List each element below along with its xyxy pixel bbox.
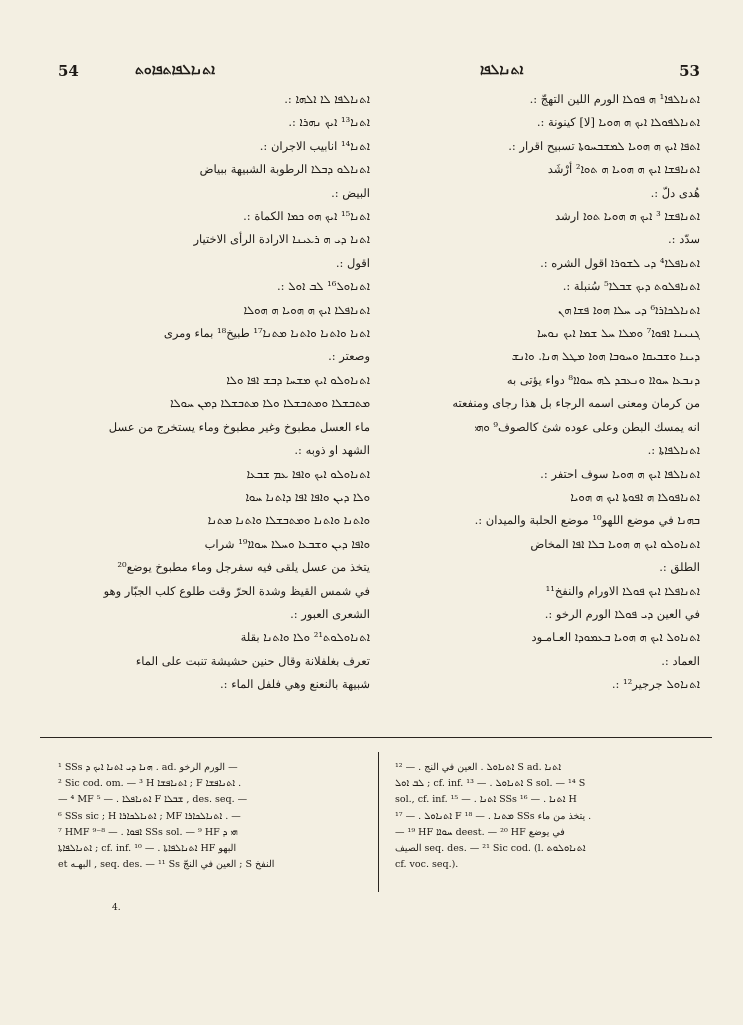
- footnote-line: — ¹⁹ HF ܚܘܐܐ deest. — ²⁰ HF في يوضع: [395, 826, 565, 838]
- text-line: ܐܬܢܐܠܦܐ¹ ܗ ܦܘܠܐ الورم اللين التهجّ :.: [529, 92, 700, 106]
- text-line: ܐܬܢܐܘܠ¹⁶ ܠܒ ܐܘܠ :.: [277, 279, 370, 294]
- text-line: ܐܬܢܐܠܦܘܠܐ ܐܝܟ ܗ ܗܘܝܐ [لا] كينونة :.: [536, 115, 700, 130]
- text-line: انه يمسك البطن وعلى عوده شئ كالصوف⁹ ܘܗܝ: [474, 419, 700, 434]
- text-line: اقول :.: [335, 255, 370, 270]
- footnote-line: ² Sic cod. om. — ³ H ܐܬܢܐܦܫܐ ; F ܐܬܢܐܦܫܐ .: [58, 778, 242, 790]
- text-line: ܘܐܬܢܐ ܘܐܬܢܐ ܘܡܬܒܫܠܐ ܘܐܬܢܐ ܡܬܢܐ: [207, 513, 370, 528]
- footnote-line: sol., cf. inf. ܐܬܢܐ . — ¹⁵ SSs ܐܬܢܐ . — ¹⁶ H: [395, 794, 577, 806]
- text-line: العماد :.: [661, 653, 700, 668]
- text-line: الطلق :.: [659, 560, 700, 575]
- text-line: ماء العسل مطبوخ وغير مطبوخ وماء يستخرج من عسل: [108, 419, 370, 434]
- footnote-line: الصيف seq. des. — ²¹ Sic cod. (l. ܐܬܢܐܘܠܘܬ: [395, 843, 586, 855]
- footnote-line: cf. voc. seq.).: [395, 859, 459, 871]
- footnote-line: ܠܒ ܐܘܠ ; cf. inf. ܐܬܢܐܘܠ . — ¹³ S sol. — ¹⁴ S: [395, 778, 586, 790]
- text-line: ܐܬܢܐܘܠ ܐܝܟ ܗ ܗܘܝܐ ܒܥܡܘܕܐ العـامـود: [531, 630, 700, 645]
- text-line: ܕܢܒܥܐ ܚܘܐܐ ܘܢܥܒܕ ܠܗ ܚܘܐܐ⁸ دواء يؤتى به: [506, 372, 700, 387]
- text-line: هُدى دلّ :.: [650, 185, 700, 200]
- left-running-head: ܐܬܢܐܠܦܐܬܦܐܘܬ: [135, 62, 216, 78]
- text-line: الشهد او ذوبه :.: [294, 443, 370, 458]
- left-page-number: 54: [58, 62, 79, 80]
- text-line: ܐܬܢܐܘܠܘܬ²¹ ܘܠܐ ܘܐܬܢܐ بقلة: [240, 630, 370, 645]
- footnote-column-divider: [378, 752, 379, 892]
- text-line: في شمس القيظ وشدة الحرّ وقت طلوع كلب الجبّار وهو: [103, 583, 370, 598]
- text-line: من كرمان ومعنى اسمه الرجاء بل هذا رجاى ومنفعته: [452, 396, 700, 411]
- text-line: وصعتر :.: [328, 349, 370, 364]
- text-line: البيض :.: [331, 185, 370, 200]
- text-line: ܐܬܢܐ ܕܝ ܗ ܪܥܝܢܐ الارادة الرأى الاختيار: [193, 232, 370, 247]
- footnote-divider: [40, 737, 712, 738]
- text-line: يتخذ من عسل يلقى فيه سفرجل وماء مطبوخ يوضع²⁰: [117, 560, 370, 575]
- text-line: ܐܬܢܐܠܦܐܬܐ :.: [647, 443, 700, 458]
- text-line: ܓܢܝܢܐ ܐܦܘܐ⁷ ܘܡܠܐ ܚܠ ܫܡܐ ܐܝܟ ܢܘܚܐ: [537, 326, 700, 341]
- text-line: تعرف بغلفلانة وقال حنين حشيشة تنبت على الماء: [135, 653, 370, 668]
- text-line: ܐܬܢܐܠܘ ܕܒܠܐ الرطوبة الشبيهة ببياض: [199, 162, 370, 177]
- text-line: ܒܗܢܐ في موضع اللهو¹⁰ موضع الحلبة والميدان :.: [474, 513, 700, 528]
- footnote-line: ܐܬܢܐܠܦܐܬܐ ; cf. inf. ܐܬܢܐܠܦܐܬܐ . — ¹⁰ HF البهو: [58, 843, 237, 855]
- footnote-line: ¹ SSs ܗܢܐ ܕܝ ܐܬܢܐ ܐܝܟ ܕ . ad. الورم الرخو —: [58, 762, 238, 773]
- text-line: ܐܬܢܐ¹³ ܐܝܟ ܢܗܪܐ :.: [288, 115, 370, 130]
- footnote-line: ⁶ SSs sic ; H ܐܬܢܐܠܟܐܪܐ ; MF ܐܬܢܐܠܟܐܪܐ . —: [58, 810, 241, 822]
- text-line: ܐܬܢܐܦܠܐ ܐܝܟ ܗ ܗܘܝܐ ܗ ܗܘܠܐ: [243, 302, 370, 317]
- footnote-line: ܐܬܢܐܘܠ . العين في النج . — ¹² S ad. ܐܬܢܐ: [395, 762, 562, 773]
- footnote-line: et البهـه , seq. des. — ¹¹ Ss العين في النجّ ; S النفخ: [58, 859, 275, 871]
- text-line: الشعرى العبور :.: [290, 606, 370, 621]
- left-footnotes: [58, 760, 370, 873]
- text-line: ܐܬܢܐܠܟܐܪܐ⁶ ܕܝ ܚܠܐ ܗܘܐ ܦܫܐ ܗܢ: [558, 302, 700, 317]
- right-page-number: 53: [679, 62, 700, 80]
- text-line: ܐܬܢܐܦܠܘܬ ܕܝܟ ܫܒܠܐ⁵ سُنبلة :.: [562, 279, 700, 294]
- text-line: ܐܬܢܐܘܠܘ ܐܝܟ ܡܫܚܐ ܕܒܫ ܐܦܐ ܘܠܐ: [226, 372, 370, 387]
- text-line: ܐܬܢܐܘܠܘ ܐܝܟ ܗ ܗܘܝܐ ܒܠܐ ܐܦܐ المخاض: [530, 536, 700, 551]
- footnote-line: ܐܬܢܐܘܠ . — ¹⁷ F ܡܬܢܐ . — ¹⁸ SSs يتخذ من ماء .: [395, 810, 592, 822]
- text-line: ܡܬܒܫܠܐ ܘܡܬܒܫܠܐ ܘܠܐ ܡܬܒܫܠܐ ܕܡܢ ܚܘܠܐ: [170, 396, 370, 411]
- right-running-head: ܐܬܢܐܠܦܐ: [480, 62, 524, 78]
- text-line: ܐܬܢܐܦܠܐ ܐܝܟ ܦܘܠܐ الاورام والنفخ¹¹: [545, 583, 700, 598]
- text-line: ܐܬܢܐܠܦܐ ܠܐ ܐܠܗܐ :.: [284, 92, 370, 106]
- text-line: ܘܐܦܐ ܕܝܢ ܘܫܒܥܐ ܘܚܠܐ ܚܘܐܐ¹⁹ شراب: [204, 536, 370, 551]
- right-footnotes: [395, 760, 700, 873]
- text-line: ܐܬܦܐ ܐܝܟ ܗ ܗܘܝܐ ܠܡܫܒܚܘܬܐ تسبيح اقرار :.: [508, 138, 700, 153]
- footnote-line: — ⁴ MF ܐܬܢܐܦܠܐ . — ⁵ F ܫܒܠܐ , des. seq. —: [58, 794, 248, 806]
- text-line: ܐܬܢܐ¹⁴ انابيب الاجران :.: [259, 138, 370, 153]
- signature-mark: 4.: [112, 903, 121, 913]
- text-line: ܐܬܢܐܦܫܐ ܐܝܟ ܗ ܗܘܝܐ ܗ ܬܘܐ² أرْشَد: [547, 162, 700, 177]
- text-line: شبيهة بالنعنع وهي فلفل الماء :.: [220, 677, 370, 692]
- footnote-line: ⁷ HMF ܐܦܘܐ . — ⁸⁻⁹ SSs sol. — ⁹ HF ܗܝ ܕ: [58, 826, 238, 838]
- text-line: ܐܬܢܐܦܠܐ⁴ ܕܝ ܠܫܘܪܐ اقول الشره :.: [540, 255, 700, 270]
- page-header: [40, 62, 700, 86]
- text-line: ܐܬܢܐܦܫܐ ³ ܐܝܟ ܗ ܗܘܝܐ ܬܘܐ ارشد: [554, 209, 700, 224]
- text-line: ܐܬܢܐܘܠܘ ܐܝܟ ܘܐܦܐ ܥܡ ܫܒܥܐ: [246, 466, 370, 481]
- text-line: ܐܬܢܐܘܠ جرجير¹² :.: [611, 677, 700, 692]
- text-line: ܘܠܐ ܕܝܢ ܘܐܦܐ ܐܦܐ ܕܐܬܢܐ ܚܘܐ: [245, 489, 370, 504]
- text-line: ܐܬܢܐ ܘܐܬܢܐ ܘܐܬܢܐ ܡܬܢܐ¹⁷ طبيخ¹⁸ بماء ومرى: [163, 326, 370, 341]
- text-line: ܐܬܢܐ¹⁵ ܐܝܟ ܗܘ ܟܡܐ الكماة :.: [243, 209, 370, 224]
- right-text-column: [388, 88, 700, 728]
- text-line: في العين ܕܝ ܦܘܠܐ الورم الرخو :.: [544, 606, 700, 621]
- text-line: ܐܬܢܐܦܘܠܐ ܗ ܐܦܘܬܐ ܐܝܟ ܗ ܗܘܝܐ: [570, 489, 700, 504]
- left-text-column: [52, 88, 370, 728]
- text-line: ܕܝܢܐ ܘܫܒܝܩܐ ܘܚܘܒܐ ܗܘܐ ܡܛܠ ܗܢܐ. ܘܐܢܫ: [511, 349, 700, 364]
- text-line: ܐܬܢܐܠܦܐ ܐܝܟ ܗ ܗܘܝܐ سوف احتفر :.: [540, 466, 700, 481]
- text-line: سدّد :.: [668, 232, 700, 247]
